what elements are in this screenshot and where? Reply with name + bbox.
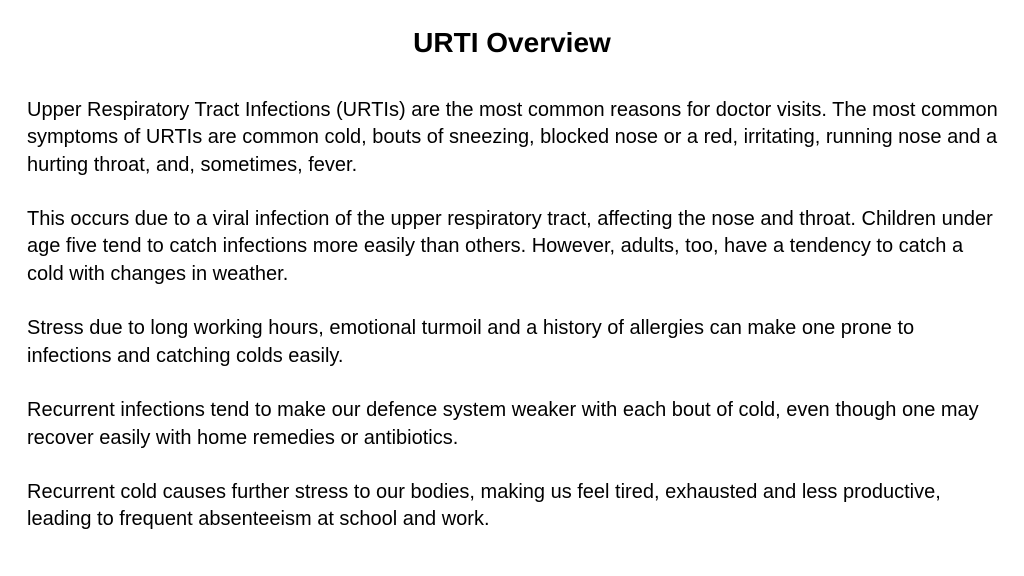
paragraph-recurrent-cold: Recurrent cold causes further stress to our bodies, making us feel tired, exhausted and less productive, leading to frequent absenteeism at school and work. <box>27 481 941 531</box>
paragraph-urti-definition: Upper Respiratory Tract Infections (URTIs) are the most common reasons for doctor visits. The most common symptoms of URTIs are common cold, bouts of sneezing, blocked nose or a red, irritating, running nose and a hurting throat, and, sometimes, fever. <box>27 99 998 176</box>
slide-title: URTI Overview <box>413 27 611 58</box>
slide-body <box>27 97 1002 561</box>
paragraph-recurrent-infections: Recurrent infections tend to make our defence system weaker with each bout of cold, even though one may recover easily with home remedies or antibiotics. <box>27 399 979 449</box>
paragraph-cause: This occurs due to a viral infection of the upper respiratory tract, affecting the nose and throat. Children under age five tend to catch infections more easily than others. However, adults, too, have a tendency to catch a cold with changes in weather. <box>27 208 993 285</box>
paragraph-stress: Stress due to long working hours, emotional turmoil and a history of allergies can make one prone to infections and catching colds easily. <box>27 317 915 367</box>
